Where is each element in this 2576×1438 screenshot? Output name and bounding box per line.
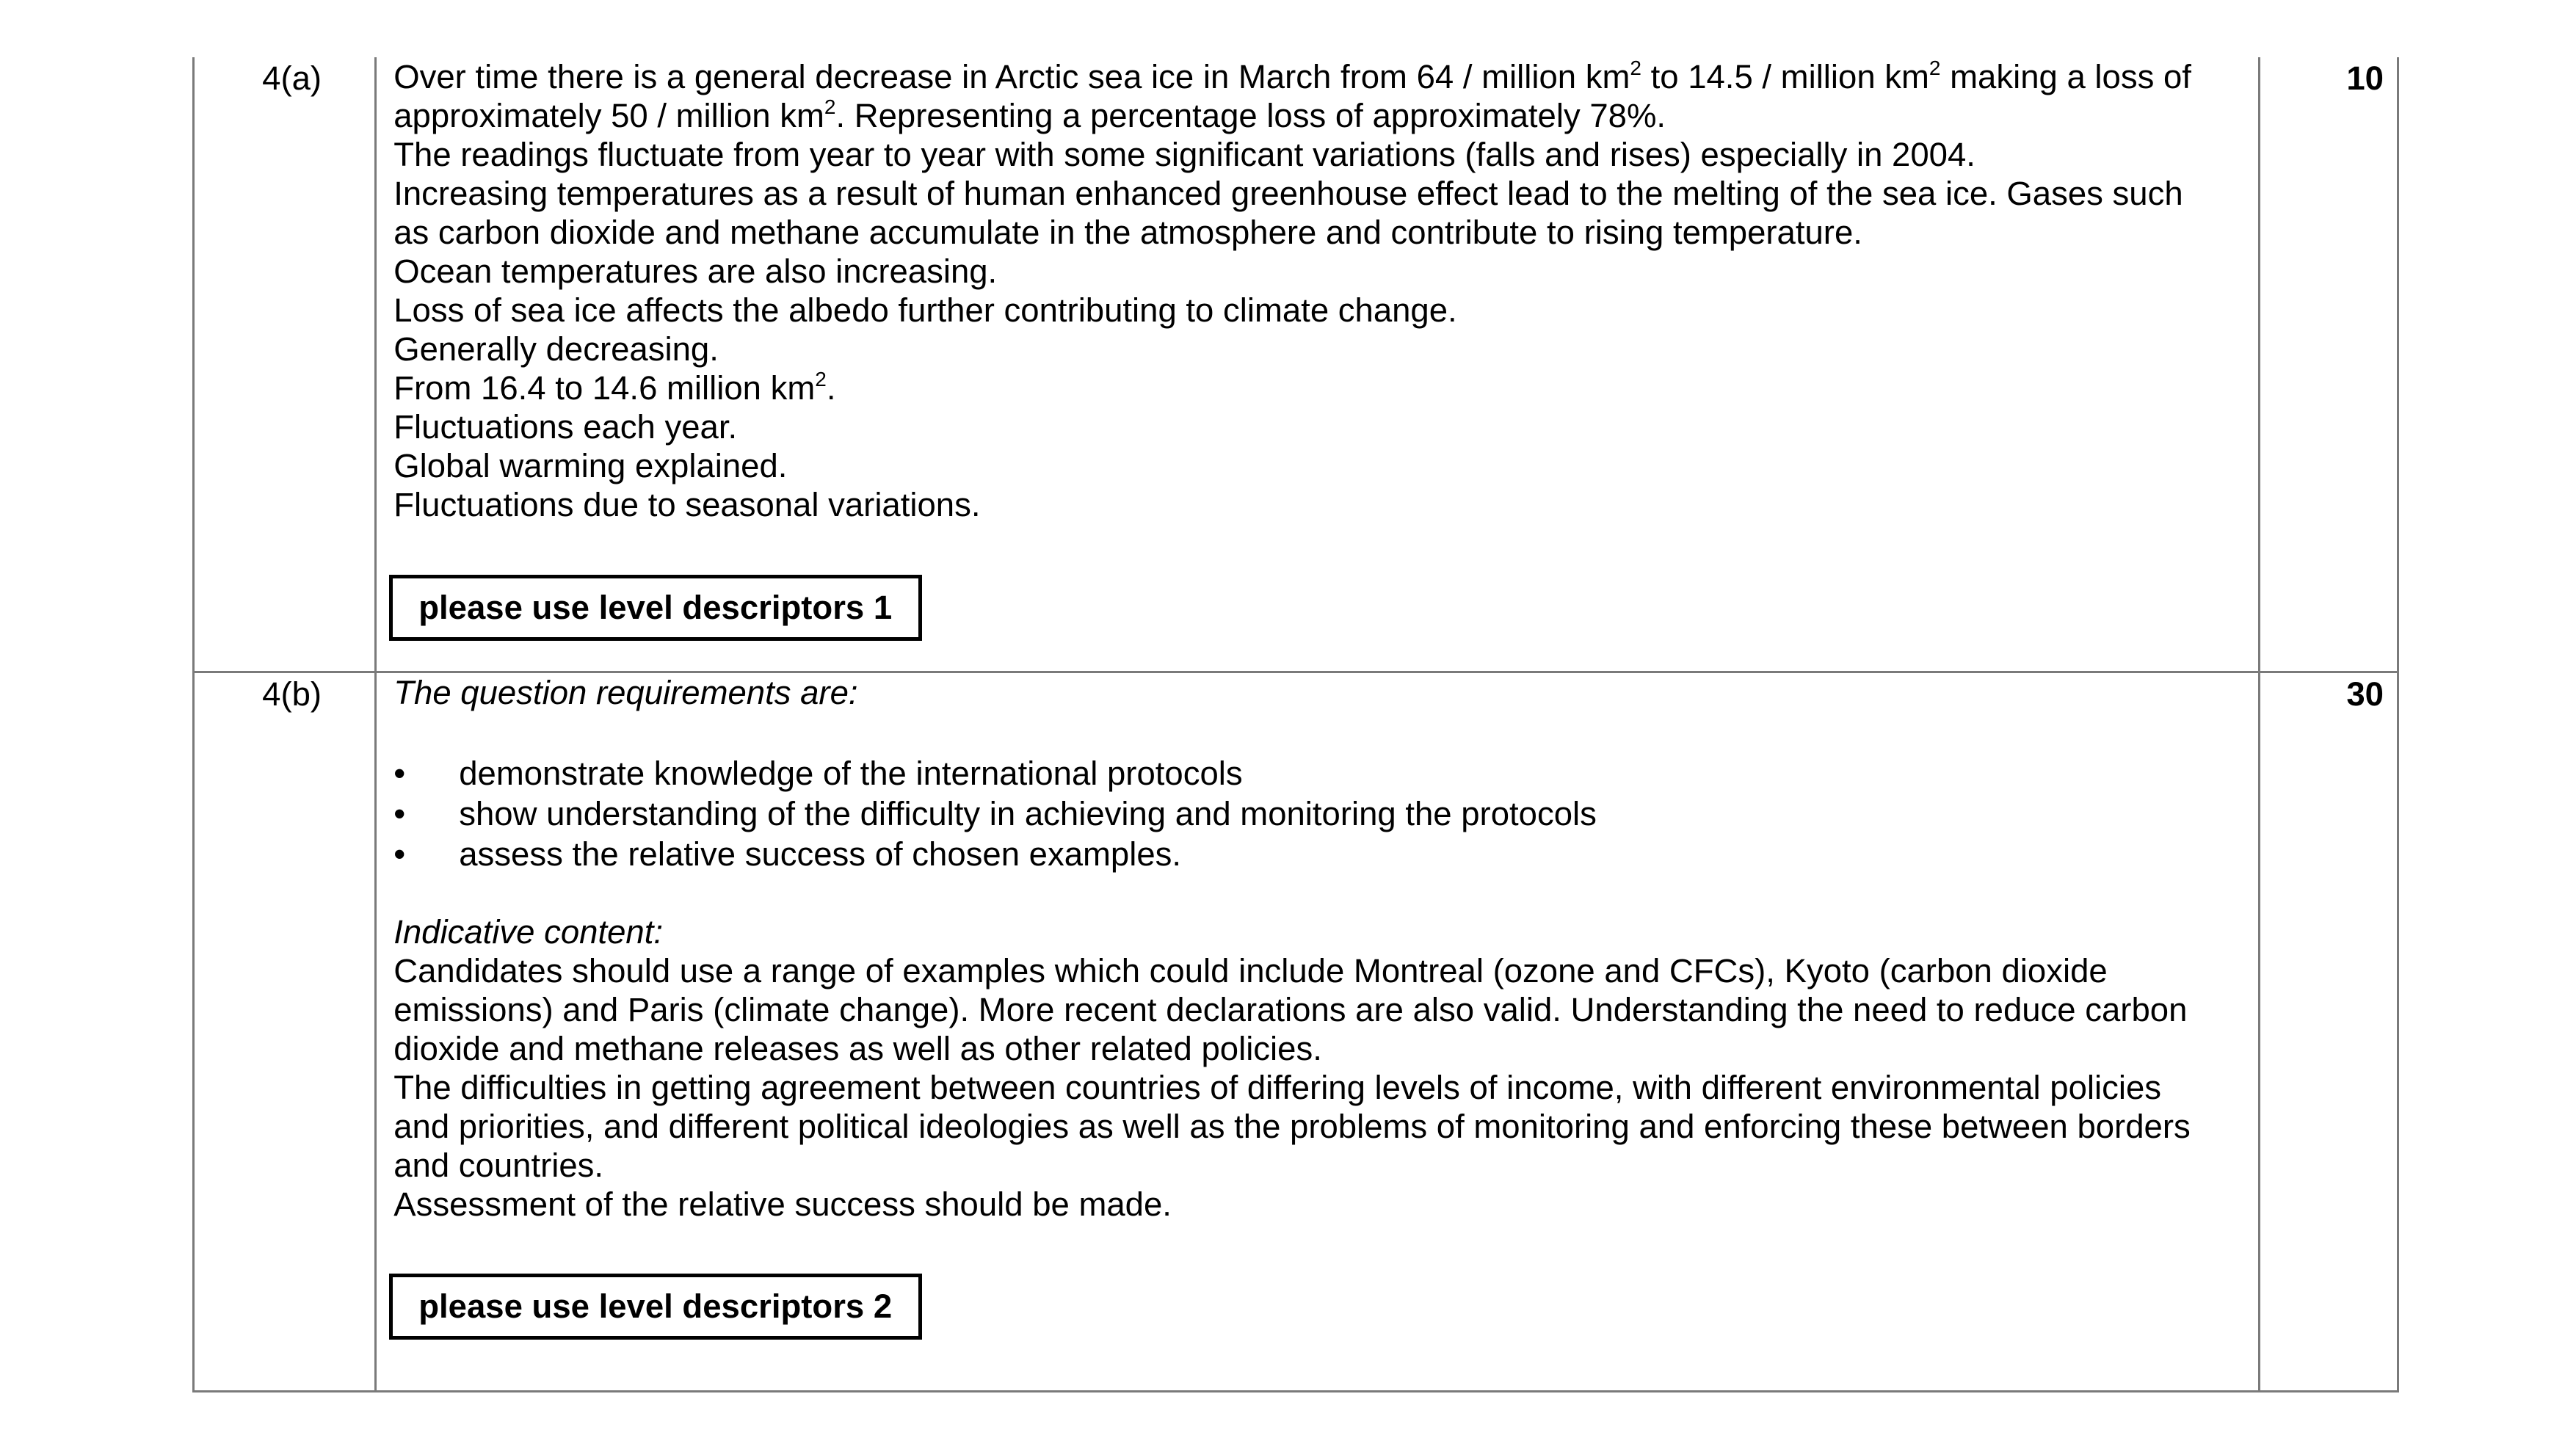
- indicative-line: emissions) and Paris (climate change). More recent declarations are also valid. Understanding the need to reduce carbon: [393, 991, 2188, 1028]
- bullet-icon: •: [393, 835, 406, 873]
- level-descriptor-box: please use level descriptors 2: [389, 1274, 922, 1340]
- indicative-line: Candidates should use a range of examples which could include Montreal (ozone and CFCs), Kyoto (carbon dioxide: [393, 952, 2108, 989]
- question-cell: [194, 57, 376, 672]
- requirement-item: [393, 753, 2243, 794]
- mark-scheme-table: [192, 57, 2399, 1392]
- requirement-text: show understanding of the difficulty in achieving and monitoring the protocols: [459, 795, 1597, 832]
- answer-line: Ocean temperatures are also increasing.: [393, 253, 998, 290]
- question-number: 4(b): [262, 675, 322, 713]
- marks-cell: [2259, 57, 2398, 672]
- requirements-heading: The question requirements are:: [393, 674, 858, 711]
- table-row-4a: [194, 57, 2398, 672]
- answer-line: as carbon dioxide and methane accumulate in the atmosphere and contribute to rising temperature.: [393, 214, 1862, 251]
- answer-line: Fluctuations due to seasonal variations.: [393, 486, 981, 523]
- answer-cell: [376, 57, 2260, 672]
- requirement-item: [393, 794, 2243, 834]
- answer-line: Global warming explained.: [393, 447, 788, 484]
- question-number: 4(a): [262, 59, 322, 97]
- requirements-list: [393, 753, 2243, 874]
- answer-line: Over time there is a general decrease in Arctic sea ice in March from 64 / million $km^2$ to 14.5 / million $km^2$ making a loss of: [393, 57, 2191, 95]
- indicative-line: dioxide and methane releases as well as other related policies.: [393, 1030, 1322, 1067]
- answer-line: Loss of sea ice affects the albedo further contributing to climate change.: [393, 291, 1457, 329]
- level-descriptor-box: please use level descriptors 1: [389, 575, 922, 641]
- requirement-text: demonstrate knowledge of the international protocols: [459, 755, 1243, 792]
- bullet-icon: •: [393, 795, 406, 832]
- answer-line: approximately 50 / million $km^2$. Representing a percentage loss of approximately 78%.: [393, 95, 1666, 134]
- indicative-heading: Indicative content:: [393, 913, 663, 951]
- indicative-line: Assessment of the relative success should be made.: [393, 1185, 1172, 1223]
- answer-line: Fluctuations each year.: [393, 408, 738, 446]
- indicative-line: and countries.: [393, 1147, 604, 1184]
- requirement-item: [393, 834, 2243, 874]
- answer-line: Increasing temperatures as a result of human enhanced greenhouse effect lead to the melting of the sea ice. Gases such: [393, 175, 2183, 212]
- question-cell: [194, 672, 376, 1392]
- indicative-line: and priorities, and different political ideologies as well as the problems of monitoring and enforcing these between borders: [393, 1108, 2191, 1145]
- answer-line: Generally decreasing.: [393, 330, 719, 368]
- indicative-line: The difficulties in getting agreement between countries of differing levels of income, with different environmental policies: [393, 1069, 2162, 1106]
- answer-cell: [376, 672, 2260, 1392]
- marks-value: 30: [2346, 675, 2384, 713]
- marks-cell: [2259, 672, 2398, 1392]
- answer-text-block: [393, 57, 2243, 524]
- requirement-text: assess the relative success of chosen examples.: [459, 835, 1182, 873]
- answer-line: The readings fluctuate from year to year with some significant variations (falls and rises) especially in 2004.: [393, 136, 1975, 173]
- table-row-4b: [194, 672, 2398, 1392]
- marks-value: 10: [2346, 59, 2384, 97]
- bullet-icon: •: [393, 755, 406, 792]
- indicative-content-block: [393, 951, 2243, 1224]
- answer-line: From 16.4 to 14.6 million $km^2$.: [393, 368, 836, 407]
